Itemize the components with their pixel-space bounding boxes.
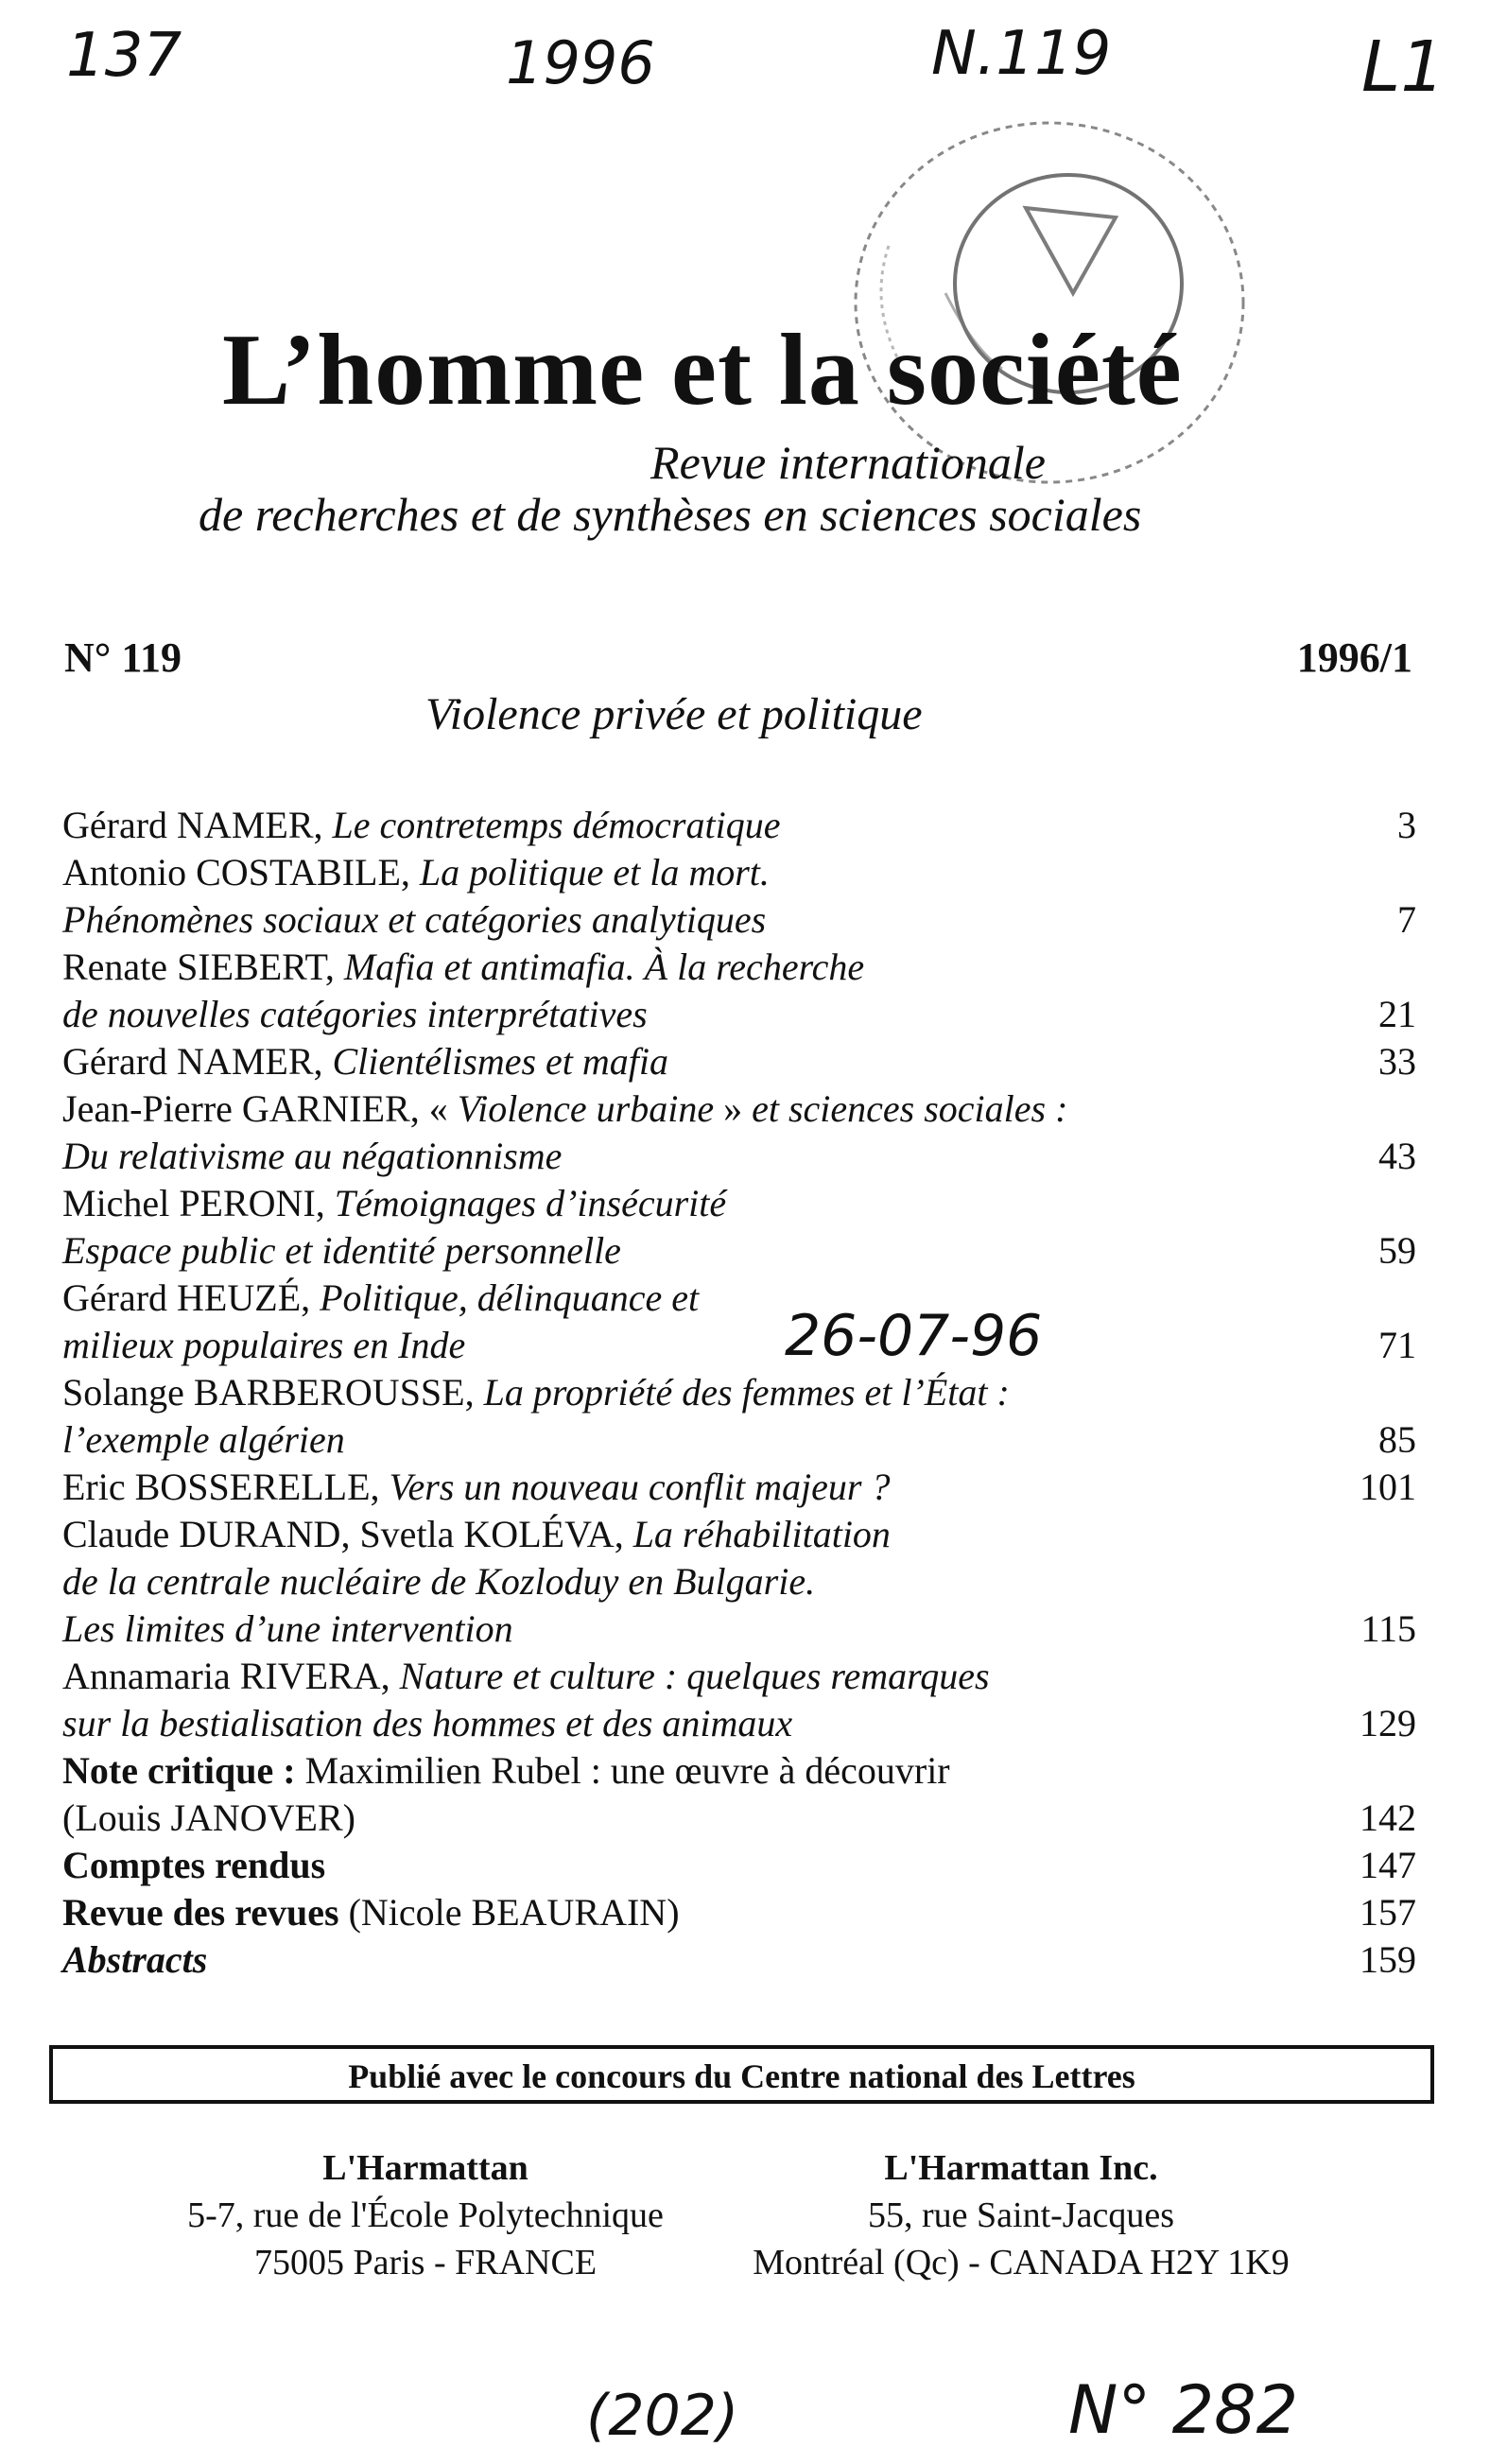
author-surname: COSTABILE [196, 851, 401, 894]
toc-entry-text [62, 1842, 325, 1889]
toc-line [62, 1038, 1416, 1085]
toc-page-number: 21 [1378, 993, 1416, 1035]
author-surname: DURAND [179, 1513, 341, 1555]
toc-text-segment: Antonio [62, 851, 197, 894]
toc-entry-text [62, 1180, 726, 1227]
toc-entry-text [62, 1227, 621, 1275]
toc-text-segment: de nouvelles catégories interprétatives [62, 993, 648, 1035]
toc-entry-text [62, 1511, 891, 1558]
toc-entry-text [62, 1605, 513, 1653]
journal-title: L’homme et la société [222, 314, 1183, 426]
toc-text-segment: Revue des revues [62, 1891, 339, 1934]
toc-entry-text [62, 1936, 207, 1984]
handwritten-year: 1996 [506, 28, 655, 97]
toc-line [62, 1085, 1416, 1133]
toc-text-segment: Abstracts [62, 1938, 208, 1981]
toc-text-segment: , [464, 1371, 484, 1414]
toc-text-segment: Solange [62, 1371, 194, 1414]
handwritten-mark-top-right: L1 [1361, 26, 1446, 108]
toc-entry-text [62, 1085, 1067, 1133]
toc-text-segment: , [313, 804, 333, 846]
toc-entry-text [62, 896, 766, 944]
toc-text-segment: l’exemple algérien [62, 1418, 345, 1461]
toc-text-segment: Gérard [62, 1040, 178, 1083]
toc-page-number: 159 [1360, 1938, 1416, 1981]
toc-text-segment: Clientélismes et mafia [332, 1040, 669, 1083]
toc-entry-text [62, 1133, 562, 1180]
toc-text-segment: Les limites d’une intervention [62, 1607, 513, 1650]
toc-text-segment: Espace public et identité personnelle [62, 1229, 621, 1272]
toc-entry-text [62, 1558, 815, 1605]
toc-text-segment: (Nicole [338, 1891, 472, 1934]
toc-entry-text [62, 1700, 792, 1747]
toc-text-segment: Renate [62, 946, 178, 988]
toc-entry-text [62, 1038, 668, 1085]
publisher-city: 75005 Paris - FRANCE [253, 2243, 598, 2282]
toc-text-segment: Phénomènes sociaux et catégories analytiques [62, 898, 767, 941]
toc-text-segment: , [400, 851, 420, 894]
toc-line [62, 1889, 1416, 1936]
toc-entry-text [62, 1747, 950, 1795]
author-surname: JANOVER [170, 1796, 343, 1839]
toc-line [62, 1369, 1416, 1416]
toc-entry-text [62, 1416, 345, 1464]
toc-text-segment: , [313, 1040, 333, 1083]
toc-text-segment: Maximilien Rubel : une œuvre à découvrir [295, 1749, 950, 1792]
toc-page-number: 157 [1360, 1891, 1416, 1934]
toc-line [62, 1511, 1416, 1558]
toc-text-segment: Témoignages d’insécurité [334, 1182, 727, 1224]
toc-text-segment: Nature et culture : quelques remarques [399, 1655, 990, 1697]
toc-text-segment: , [301, 1276, 320, 1319]
author-surname: NAMER [177, 1040, 314, 1083]
toc-text-segment: et sciences sociales : [752, 1087, 1068, 1130]
toc-line [62, 1936, 1416, 1984]
toc-text-segment: Vers un nouveau conflit majeur ? [389, 1466, 891, 1508]
toc-text-segment: » [714, 1087, 753, 1130]
toc-entry-text [62, 944, 864, 991]
toc-text-segment: , [324, 946, 344, 988]
toc-line [62, 1795, 1416, 1842]
table-of-contents [62, 802, 1416, 1984]
toc-line [62, 1416, 1416, 1464]
issue-number: N° 119 [64, 634, 182, 681]
toc-text-segment: Claude [62, 1513, 180, 1555]
author-surname: BEAURAIN [471, 1891, 667, 1934]
publisher-montreal [719, 2144, 1324, 2286]
toc-line [62, 1700, 1416, 1747]
toc-entry-text [62, 1464, 890, 1511]
toc-line [62, 802, 1416, 849]
toc-page-number: 3 [1397, 804, 1416, 846]
toc-line [62, 1653, 1416, 1700]
toc-page-number: 71 [1378, 1324, 1416, 1366]
toc-text-segment: Politique, délinquance et [320, 1276, 700, 1319]
toc-line [62, 1842, 1416, 1889]
toc-page-number: 142 [1360, 1796, 1416, 1839]
toc-text-segment: Eric [62, 1466, 135, 1508]
author-surname: BARBEROUSSE [193, 1371, 465, 1414]
toc-text-segment: La propriété des femmes et l’État : [483, 1371, 1010, 1414]
publisher-address: 55, rue Saint-Jacques [868, 2195, 1174, 2235]
toc-text-segment: Jean-Pierre [62, 1087, 242, 1130]
toc-text-segment: Comptes rendus [62, 1844, 326, 1886]
toc-page-number: 147 [1360, 1844, 1416, 1886]
toc-text-segment: Note critique : [62, 1749, 296, 1792]
toc-entry-text [62, 991, 648, 1038]
toc-entry-text [62, 1369, 1010, 1416]
handwritten-mark-bottom-right: N° 282 [1068, 2371, 1299, 2449]
author-surname: NAMER [177, 804, 314, 846]
toc-entry-text [62, 802, 780, 849]
toc-text-segment: , Svetla [340, 1513, 464, 1555]
journal-subtitle-line1: Revue internationale [650, 436, 1046, 489]
toc-text-segment: Mafia et antimafia. À la recherche [343, 946, 865, 988]
author-surname: RIVERA [239, 1655, 381, 1697]
toc-text-segment: , [315, 1182, 335, 1224]
toc-text-segment: Annamaria [62, 1655, 240, 1697]
toc-line [62, 849, 1416, 896]
toc-line [62, 1133, 1416, 1180]
issue-theme: Violence privée et politique [425, 689, 923, 739]
toc-line [62, 1227, 1416, 1275]
toc-line [62, 1180, 1416, 1227]
handwritten-received-date: 26-07-96 [785, 1303, 1043, 1369]
toc-entry-text [62, 1889, 680, 1936]
toc-line [62, 1322, 1416, 1369]
toc-page-number: 85 [1378, 1418, 1416, 1461]
handwritten-issue-number: N.119 [931, 19, 1112, 89]
toc-text-segment: , [380, 1655, 400, 1697]
handwritten-number-top-left: 137 [66, 21, 182, 91]
toc-line [62, 896, 1416, 944]
toc-text-segment: Gérard [62, 804, 178, 846]
toc-text-segment: Le contretemps démocratique [332, 804, 781, 846]
toc-entry-text [62, 1795, 355, 1842]
toc-text-segment: Du relativisme au négationnisme [62, 1135, 563, 1177]
toc-text-segment: (Louis [62, 1796, 171, 1839]
toc-text-segment: , [370, 1466, 390, 1508]
author-surname: PERONI [179, 1182, 316, 1224]
funding-notice-box [49, 2045, 1434, 2104]
toc-page-number: 129 [1360, 1702, 1416, 1744]
publisher-address: 5-7, rue de l'École Polytechnique [187, 2195, 664, 2235]
toc-line [62, 1747, 1416, 1795]
issue-year: 1996/1 [1296, 634, 1412, 681]
toc-page-number: 33 [1378, 1040, 1416, 1083]
publisher-city: Montréal (Qc) - CANADA H2Y 1K9 [753, 2243, 1290, 2282]
author-surname: SIEBERT [177, 946, 325, 988]
toc-page-number: 59 [1378, 1229, 1416, 1272]
funding-notice-text: Publié avec le concours du Centre national des Lettres [348, 2057, 1135, 2095]
toc-text-segment: Gérard [62, 1276, 178, 1319]
author-surname: BOSSERELLE [134, 1466, 371, 1508]
author-surname: GARNIER [241, 1087, 410, 1130]
publisher-paris [132, 2144, 719, 2286]
publisher-name: L'Harmattan [322, 2148, 528, 2188]
toc-entry-text [62, 849, 770, 896]
toc-text-segment: La réhabilitation [632, 1513, 891, 1555]
author-surname: HEUZÉ [177, 1276, 302, 1319]
toc-page-number: 101 [1360, 1466, 1416, 1508]
toc-text-segment: La politique et la mort. [419, 851, 770, 894]
toc-page-number: 115 [1360, 1607, 1416, 1650]
journal-subtitle-line2: de recherches et de synthèses en sciences sociales [199, 488, 1142, 541]
toc-line [62, 991, 1416, 1038]
toc-line [62, 1464, 1416, 1511]
toc-line [62, 1558, 1416, 1605]
publisher-name: L'Harmattan Inc. [884, 2148, 1158, 2188]
toc-line [62, 944, 1416, 991]
toc-text-segment: , [614, 1513, 633, 1555]
toc-line [62, 1605, 1416, 1653]
handwritten-mark-bottom-left: (202) [586, 2383, 739, 2449]
toc-text-segment: sur la bestialisation des hommes et des animaux [62, 1702, 793, 1744]
toc-text-segment: Michel [62, 1182, 180, 1224]
author-surname: KOLÉVA [463, 1513, 615, 1555]
toc-entry-text [62, 1322, 465, 1369]
toc-page-number: 43 [1378, 1135, 1416, 1177]
toc-text-segment: ) [342, 1796, 355, 1839]
toc-entry-text [62, 1653, 990, 1700]
toc-entry-text [62, 1275, 699, 1322]
toc-text-segment: ) [667, 1891, 680, 1934]
toc-text-segment: Violence urbaine [457, 1087, 715, 1130]
toc-text-segment: milieux populaires en Inde [62, 1324, 466, 1366]
toc-page-number: 7 [1397, 898, 1416, 941]
toc-text-segment: , « [409, 1087, 458, 1130]
toc-line [62, 1275, 1416, 1322]
toc-text-segment: de la centrale nucléaire de Kozloduy en Bulgarie. [62, 1560, 816, 1603]
